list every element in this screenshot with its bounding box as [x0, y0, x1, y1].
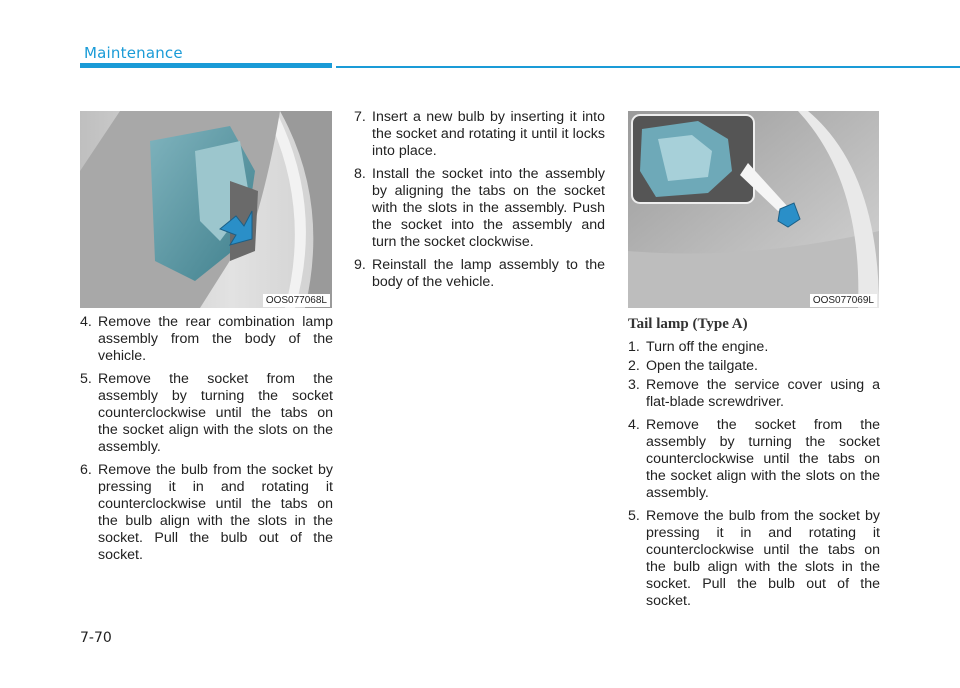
step-item: 9. Reinstall the lamp assembly to the body of the vehicle.: [354, 257, 605, 290]
step-item: 4. Remove the socket from the assembly by turning the socket counterclockwise until the tabs on the socket align with the slots on the assembly.: [628, 417, 880, 501]
figure-tail-lamp-service-cover: [628, 111, 879, 308]
column-1-steps: [80, 314, 333, 570]
step-item: 5. Remove the socket from the assembly by turning the socket counterclockwise until the tabs on the socket align with the slots on the assembly.: [80, 371, 333, 455]
tail-lamp-illustration: [628, 111, 879, 308]
figure-caption: OOS077068L: [263, 294, 330, 307]
column-3-tail-lamp: [628, 315, 880, 612]
step-item: 4. Remove the rear combination lamp assembly from the body of the vehicle.: [80, 314, 333, 364]
column-2-steps: [354, 109, 605, 297]
header-rule-thin: [336, 66, 960, 68]
header-rule-thick: [80, 63, 332, 68]
step-item: 8. Install the socket into the assembly by aligning the tabs on the socket with the slots in the assembly. Push the socket into the assembly and turn the socket clockwise.: [354, 166, 605, 250]
rear-lamp-illustration: [80, 111, 332, 308]
step-item: 5. Remove the bulb from the socket by pressing it in and rotating it counterclockwise until the tabs on the bulb align with the slots in the socket. Pull the bulb out of the socket.: [628, 508, 880, 609]
step-item: 6. Remove the bulb from the socket by pressing it in and rotating it counterclockwise until the tabs on the bulb align with the slots in the socket. Pull the bulb out of the socket.: [80, 462, 333, 563]
page-number: 7-70: [80, 630, 112, 646]
step-item: 3. Remove the service cover using a flat-blade screwdriver.: [628, 377, 880, 410]
figure-rear-combination-lamp: [80, 111, 332, 308]
step-item: 1. Turn off the engine.: [628, 339, 769, 355]
step-item: 7. Insert a new bulb by inserting it into the socket and rotating it until it locks into place.: [354, 109, 605, 159]
step-item: 2. Open the tailgate.: [628, 358, 759, 374]
section-title: Maintenance: [84, 44, 183, 62]
tail-lamp-subheading: Tail lamp (Type A): [628, 316, 748, 332]
figure-caption: OOS077069L: [810, 294, 877, 307]
